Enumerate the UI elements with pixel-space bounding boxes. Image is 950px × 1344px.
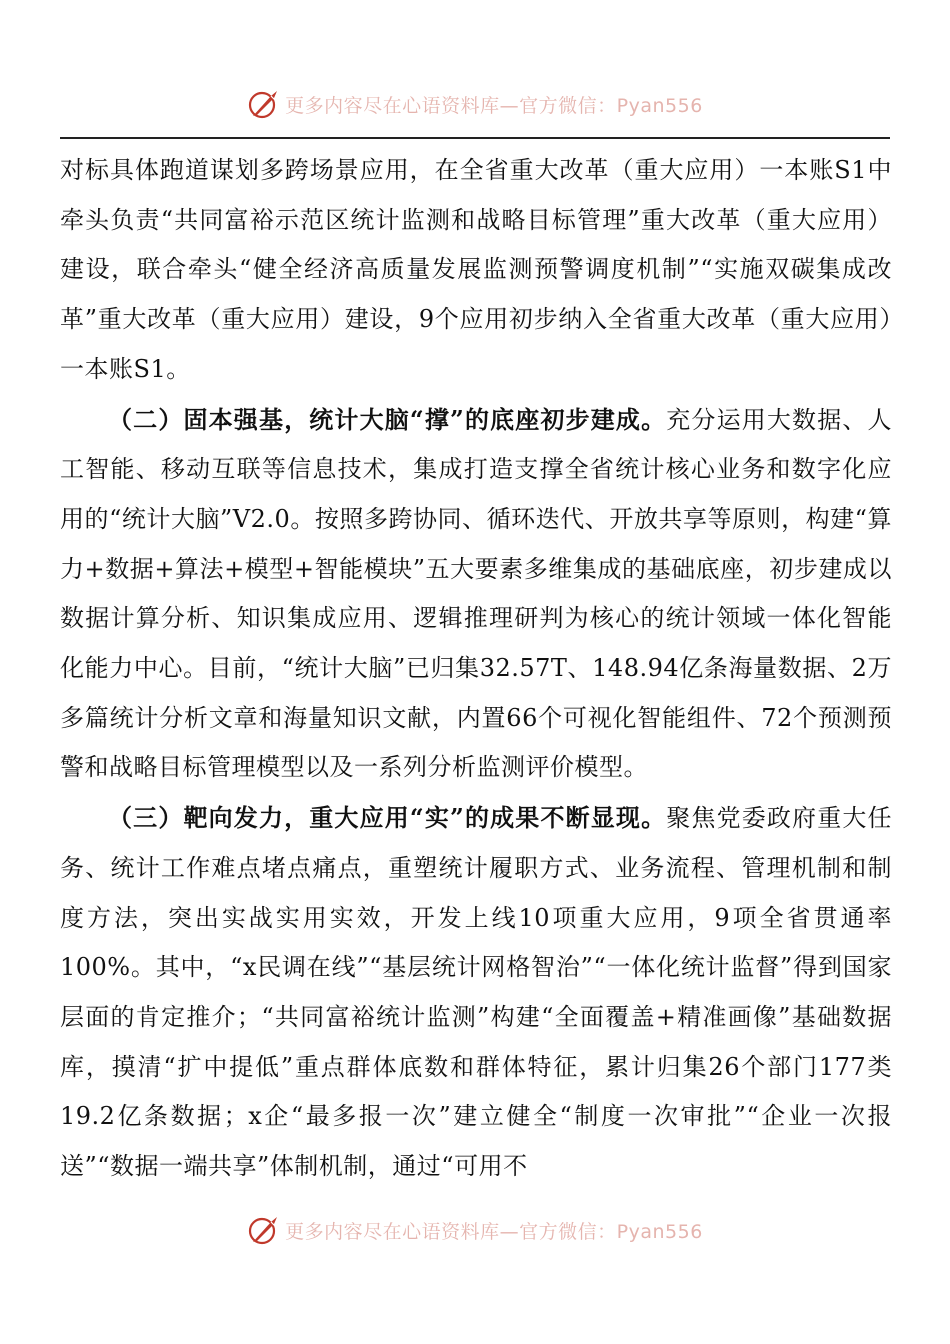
- paragraph-2: [60, 395, 892, 794]
- watermark-header: [0, 84, 950, 124]
- watermark-text: 更多内容尽在心语资料库—官方微信：Pyan556: [285, 94, 703, 117]
- section-heading-3: （三）靶向发力，重大应用“实”的成果不断显现。: [108, 803, 667, 833]
- section-heading-2: （二）固本强基，统计大脑“撑”的底座初步建成。: [108, 404, 667, 434]
- paragraph-3: [60, 793, 892, 1192]
- watermark-text: 更多内容尽在心语资料库—官方微信：Pyan556: [285, 1220, 703, 1243]
- quill-pen-logo-icon: [247, 1213, 281, 1247]
- quill-pen-logo-icon: [247, 87, 281, 121]
- paragraph-text: 聚焦党委政府重大任务、统计工作难点堵点痛点，重塑统计履职方式、业务流程、管理机制和制度方法，突出实战实用实效，开发上线10项重大应用，9项全省贯通率100%。其中，“x民调在线”“基层统计网格智治”“一体化统计监督”得到国家层面的肯定推介；“共同富裕统计监测”构建“全面覆盖+精准画像”基础数据库，摸清“扩中提低”重点群体底数和群体特征，累计归集26个部门177类19.2亿条数据；x企“最多报一次”建立健全“制度一次审批”“企业一次报送”“数据一端共享”体制机制，通过“可用不: [60, 804, 893, 1181]
- watermark-footer: [0, 1210, 950, 1250]
- paragraph-1: [60, 146, 892, 395]
- document-body: [60, 146, 892, 1192]
- header-divider: [60, 137, 890, 139]
- paragraph-text: 充分运用大数据、人工智能、移动互联等信息技术，集成打造支撑全省统计核心业务和数字化应用的“统计大脑”V2.0。按照多跨协同、循环迭代、开放共享等原则，构建“算力+数据+算法+模型+智能模块”五大要素多维集成的基础底座，初步建成以数据计算分析、知识集成应用、逻辑推理研判为核心的统计领域一体化智能化能力中心。目前，“统计大脑”已归集32.57T、148.94亿条海量数据、2万多篇统计分析文章和海量知识文献，内置66个可视化智能组件、72个预测预警和战略目标管理模型以及一系列分析监测评价模型。: [60, 405, 893, 782]
- paragraph-text: 对标具体跑道谋划多跨场景应用，在全省重大改革（重大应用）一本账S1中牵头负责“共同富裕示范区统计监测和战略目标管理”重大改革（重大应用）建设，联合牵头“健全经济高质量发展监测预警调度机制”“实施双碳集成改革”重大改革（重大应用）建设，9个应用初步纳入全省重大改革（重大应用）一本账S1。: [60, 156, 892, 383]
